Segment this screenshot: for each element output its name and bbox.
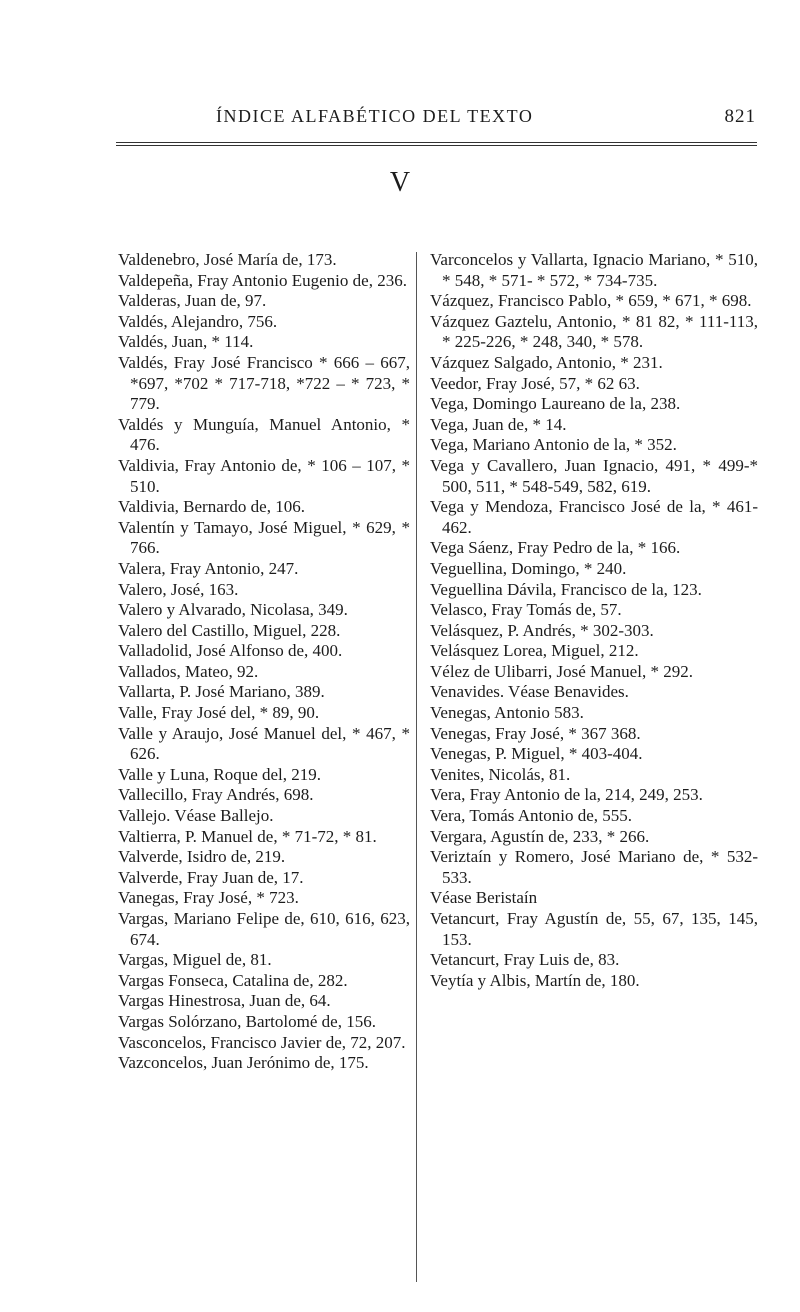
index-entry: Vázquez Gaztelu, Antonio, * 81 82, * 111-113, * 225-226, * 248, 340, * 578. bbox=[430, 311, 758, 352]
index-entry: Valverde, Isidro de, 219. bbox=[118, 847, 286, 867]
index-entry: Vázquez Salgado, Antonio, * 231. bbox=[430, 352, 663, 372]
index-entry: Valle y Luna, Roque del, 219. bbox=[118, 764, 322, 784]
index-entry: Valladolid, José Alfonso de, 400. bbox=[118, 641, 343, 661]
index-entry: Valera, Fray Antonio, 247. bbox=[118, 558, 299, 578]
index-entry: Venites, Nicolás, 81. bbox=[430, 764, 571, 784]
index-entry: Vélez de Ulibarri, José Manuel, * 292. bbox=[430, 661, 693, 681]
index-entry: Vera, Fray Antonio de la, 214, 249, 253. bbox=[430, 785, 703, 805]
index-entry: Vallados, Mateo, 92. bbox=[118, 661, 259, 681]
index-entry: Vargas Hinestrosa, Juan de, 64. bbox=[118, 991, 331, 1011]
index-entry: Vallarta, P. José Mariano, 389. bbox=[118, 682, 325, 702]
index-entry: Valderas, Juan de, 97. bbox=[118, 291, 267, 311]
index-entry: Valdepeña, Fray Antonio Eugenio de, 236. bbox=[118, 270, 407, 290]
index-entry: Valentín y Tamayo, José Miguel, * 629, * 766. bbox=[118, 517, 410, 558]
index-entry: Vallecillo, Fray Andrés, 698. bbox=[118, 785, 314, 805]
index-entry: Vega y Cavallero, Juan Ignacio, 491, * 499-* 500, 511, * 548-549, 582, 619. bbox=[430, 455, 758, 496]
left-column bbox=[118, 250, 410, 1074]
index-entry: Vargas Fonseca, Catalina de, 282. bbox=[118, 970, 348, 990]
index-entry: Vega, Juan de, * 14. bbox=[430, 414, 567, 434]
index-entry: Vera, Tomás Antonio de, 555. bbox=[430, 806, 632, 826]
index-entry: Vergara, Agustín de, 233, * 266. bbox=[430, 826, 650, 846]
header-rule bbox=[116, 142, 757, 146]
section-letter: V bbox=[389, 167, 411, 198]
index-entry: Vázquez, Francisco Pablo, * 659, * 671, * 698. bbox=[430, 291, 752, 311]
index-entry: Valdés y Munguía, Manuel Antonio, * 476. bbox=[118, 414, 410, 455]
index-entry: Varconcelos y Vallarta, Ignacio Mariano, * 510, * 548, * 571- * 572, * 734-735. bbox=[430, 250, 758, 290]
running-title: ÍNDICE ALFABÉTICO DEL TEXTO bbox=[216, 106, 534, 126]
index-entry: Valverde, Fray Juan de, 17. bbox=[118, 867, 304, 887]
column-divider bbox=[416, 252, 417, 1282]
index-entry: Veriztaín y Romero, José Mariano de, * 532-533. bbox=[430, 847, 758, 887]
index-entry: Vargas, Mariano Felipe de, 610, 616, 623, 674. bbox=[118, 909, 410, 949]
index-entry: Valdivia, Bernardo de, 106. bbox=[118, 497, 305, 517]
index-entry: Valle y Araujo, José Manuel del, * 467, * 626. bbox=[118, 723, 410, 764]
index-entry: Vega, Mariano Antonio de la, * 352. bbox=[430, 435, 677, 455]
right-column bbox=[430, 250, 758, 991]
index-entry: Veytía y Albis, Martín de, 180. bbox=[430, 970, 640, 990]
index-entry: Velásquez Lorea, Miguel, 212. bbox=[430, 641, 639, 661]
index-entry: Valdés, Alejandro, 756. bbox=[118, 311, 278, 331]
index-entry: Valle, Fray José del, * 89, 90. bbox=[118, 703, 320, 723]
index-entry: Vega, Domingo Laureano de la, 238. bbox=[430, 394, 681, 414]
index-entry: Venegas, Antonio 583. bbox=[430, 703, 584, 723]
index-entry: Veguellina, Domingo, * 240. bbox=[430, 558, 627, 578]
index-entry: Valero del Castillo, Miguel, 228. bbox=[118, 620, 341, 640]
index-entry: Vega Sáenz, Fray Pedro de la, * 166. bbox=[430, 538, 681, 558]
index-entry: Valdés, Fray José Francisco * 666 – 667, *697, *702 * 717-718, *722 – * 723, * 779. bbox=[118, 352, 410, 414]
index-entry: Vetancurt, Fray Luis de, 83. bbox=[430, 950, 620, 970]
index-entry: Valero y Alvarado, Nicolasa, 349. bbox=[118, 600, 348, 620]
index-entry: Vallejo. Véase Ballejo. bbox=[118, 806, 274, 826]
index-entry: Véase Beristaín bbox=[430, 888, 538, 908]
index-entry: Valdenebro, José María de, 173. bbox=[118, 250, 337, 269]
index-entry: Veguellina Dávila, Francisco de la, 123. bbox=[430, 579, 702, 599]
index-entry: Venegas, P. Miguel, * 403-404. bbox=[430, 744, 643, 764]
page-header bbox=[116, 106, 756, 136]
page-number: 821 bbox=[724, 106, 756, 127]
index-entry: Veedor, Fray José, 57, * 62 63. bbox=[430, 373, 640, 393]
index-entry: Vasconcelos, Francisco Javier de, 72, 207. bbox=[118, 1032, 406, 1052]
index-entry: Venegas, Fray José, * 367 368. bbox=[430, 723, 641, 743]
index-entry: Valtierra, P. Manuel de, * 71-72, * 81. bbox=[118, 826, 377, 846]
index-entry: Velásquez, P. Andrés, * 302-303. bbox=[430, 620, 654, 640]
index-entry: Vazconcelos, Juan Jerónimo de, 175. bbox=[118, 1053, 369, 1073]
index-entry: Valero, José, 163. bbox=[118, 579, 239, 599]
index-entry: Vetancurt, Fray Agustín de, 55, 67, 135, 145, 153. bbox=[430, 909, 758, 949]
index-entry: Vega y Mendoza, Francisco José de la, * 461-462. bbox=[430, 497, 758, 537]
index-entry: Venavides. Véase Benavides. bbox=[430, 682, 629, 702]
index-entry: Vargas, Miguel de, 81. bbox=[118, 950, 272, 970]
index-entry: Valdivia, Fray Antonio de, * 106 – 107, * 510. bbox=[118, 455, 410, 496]
index-entry: Valdés, Juan, * 114. bbox=[118, 332, 254, 352]
index-entry: Velasco, Fray Tomás de, 57. bbox=[430, 600, 622, 620]
index-entry: Vanegas, Fray José, * 723. bbox=[118, 888, 299, 908]
index-entry: Vargas Solórzano, Bartolomé de, 156. bbox=[118, 1011, 376, 1031]
